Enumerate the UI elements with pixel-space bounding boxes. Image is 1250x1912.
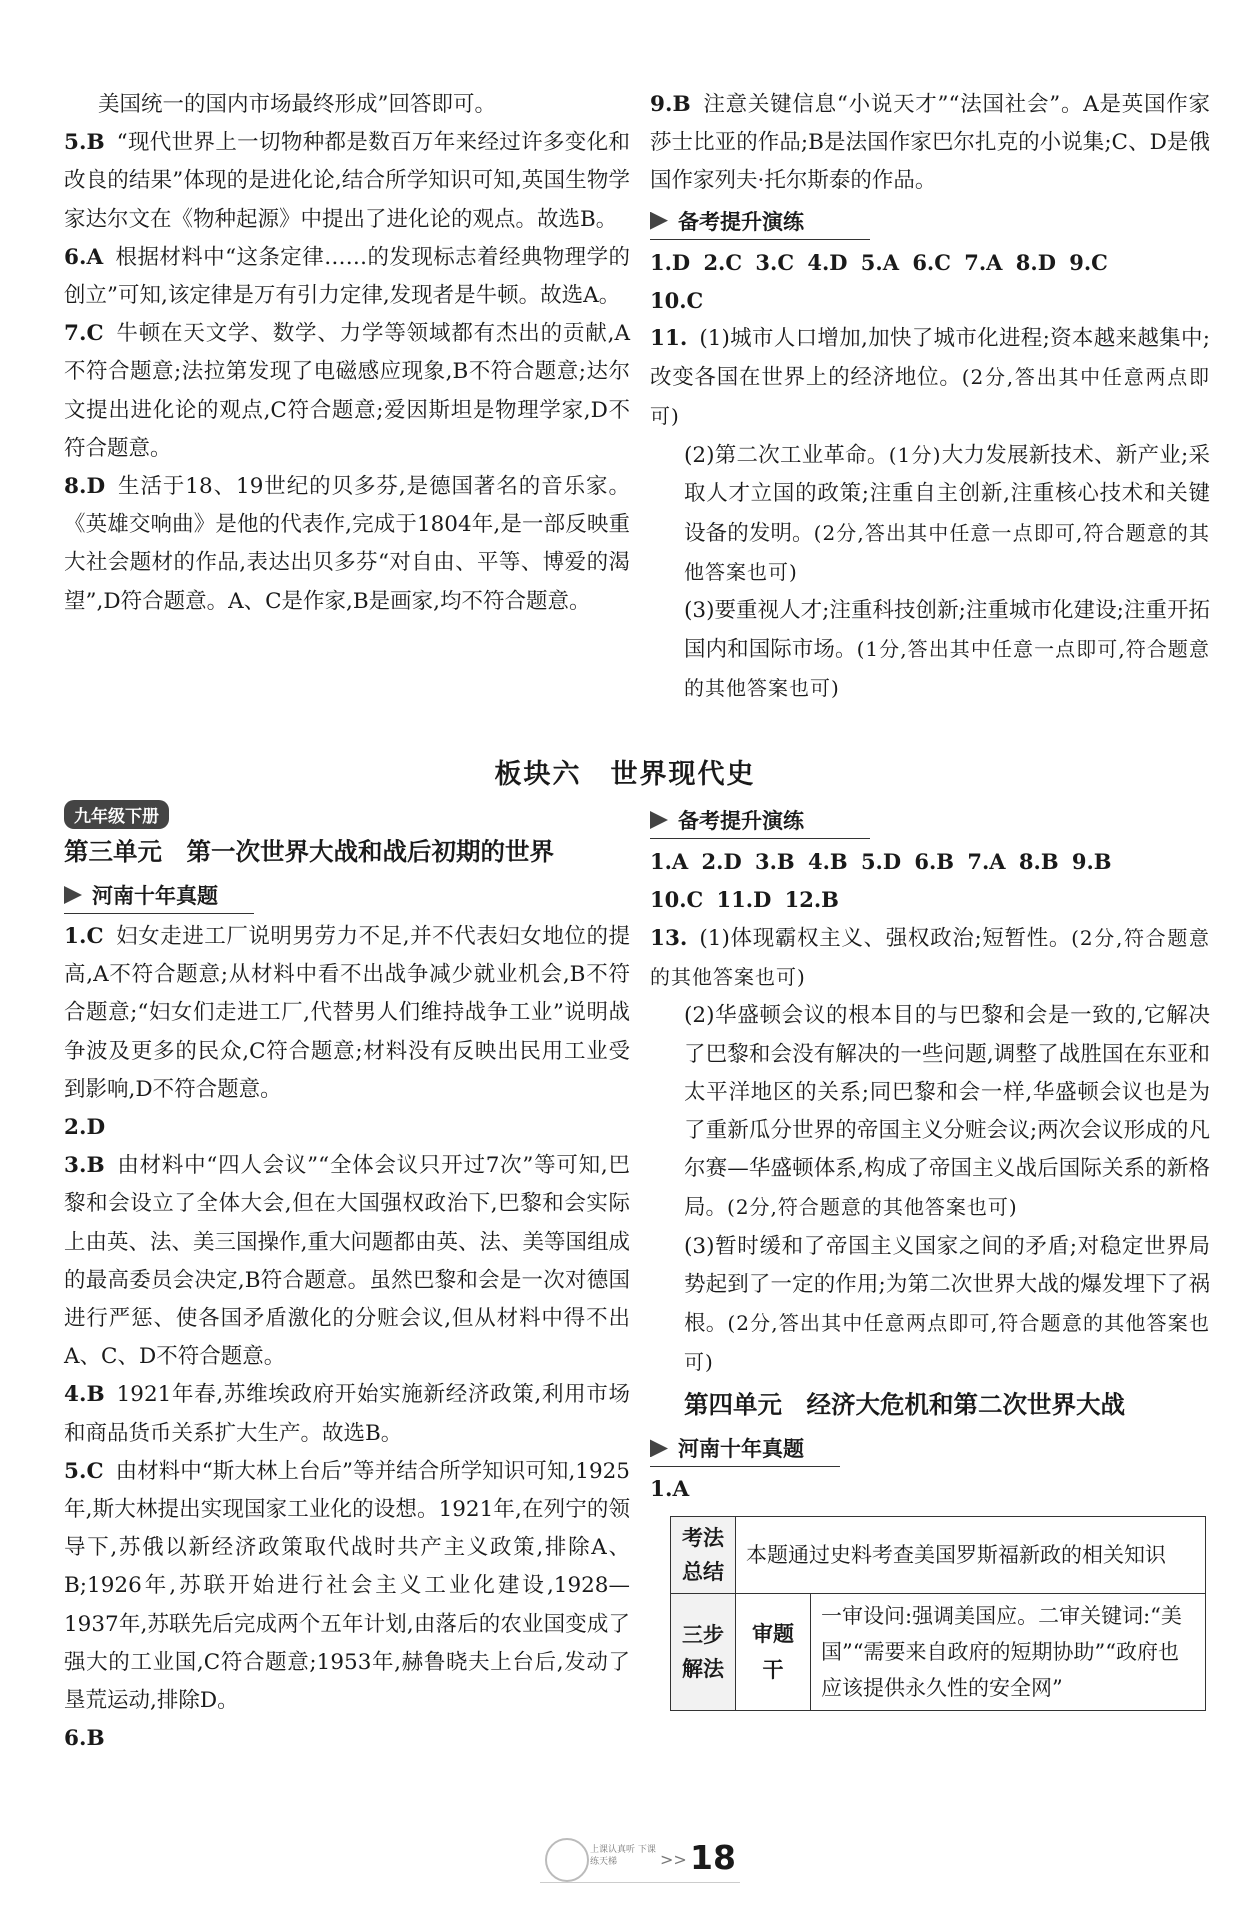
divider [540,1882,740,1883]
table-row [671,1516,1206,1593]
answer-key-line: 10.C 11.D 12.B [650,887,839,912]
score-note: (2分,答出其中任意两点即可) [650,364,1210,429]
section-title: 河南十年真题 [92,884,218,908]
answer-q7 [64,315,630,468]
left-column-bottom [64,800,630,1758]
section-header-practice [650,802,870,839]
section-header-exam [650,1430,840,1467]
answer-q5 [64,1453,630,1720]
unit-title: 第三单元 第一次世界大战和战后初期的世界 [64,837,554,866]
section-header-exam [64,877,254,914]
left-column [64,86,630,621]
table-cell: 本题通过史料考查美国罗斯福新政的相关知识 [736,1516,1206,1593]
play-triangle-icon [650,1439,668,1457]
answer-text: 1921年春,苏维埃政府开始实施新经济政策,利用市场和商品货币关系扩大生产。故选B。 [64,1382,630,1446]
footer-slogan: 上课认真听 下课练天梯 [590,1845,656,1867]
question-number: 5.B [64,130,105,156]
answer-key-line: 1.D 2.C 3.C 4.D 5.A 6.C 7.A 8.D 9.C [650,249,1108,275]
answer-text: (1)城市人口增加,加快了城市化进程;资本越来越集中;改变各国在世界上的经济地位。 [650,325,1210,390]
question-number: 13. [650,926,688,951]
question-number: 6.A [64,244,104,270]
score-note: (2分,答出其中任意两点即可,符合题意的其他答案也可) [684,1311,1210,1375]
answer-q1 [650,1471,1210,1509]
unit-title: 第四单元 经济大危机和第二次世界大战 [684,1390,1125,1420]
answer-q13 [650,919,1210,1382]
question-number: 5.C [64,1458,104,1484]
score-note: (2分,符合题意的其他答案也可) [650,926,1211,990]
score-note: (2分,答出其中任意一点即可,符合题意的其他答案也可) [684,520,1210,584]
answer-q9 [650,86,1210,201]
play-triangle-icon [650,811,668,829]
question-number: 11. [650,325,688,351]
answer-text: (3)要重视人才;注重科技创新;注重城市化建设;注重开拓国内和国际市场。 [684,598,1210,663]
table-cell: 一审设问:强调美国应。二审关键词:“美国”“需要来自政府的短期协助”“政府也应该提供永久性的安全网” [811,1593,1206,1710]
answer-text: 由材料中“斯大林上台后”等并结合所学知识可知,1925年,斯大林提出实现国家工业化的设想。1921年,在列宁的领导下,苏俄以新经济政策取代战时共产主义政策,排除A、B;1926年,苏联开始进行社会主义工业化建设,1928—1937年,苏联先后完成两个五年计划,由落后的农业国变成了强大的工业国,C符合题意;1953年,赫鲁晓夫上台后,发动了垦荒运动,排除D。 [64,1458,630,1714]
answer-text: 牛顿在天文学、数学、力学等领域都有杰出的贡献,A不符合题意;法拉第发现了电磁感应现象,B不符合题意;达尔文提出进化论的观点,C符合题意;爱因斯坦是物理学家,D不符合题意。 [64,321,630,461]
answer-text: 根据材料中“这条定律……的发现标志着经典物理学的创立”可知,该定律是万有引力定律,发现者是牛顿。故选A。 [64,244,630,309]
answer-q11 [650,320,1210,709]
answer-q5 [64,124,630,239]
question-number: 1.C [64,924,104,949]
mascot-logo-icon [545,1838,589,1882]
answer-text: 妇女走进工厂说明男劳力不足,并不代表妇女地位的提高,A不符合题意;从材料中看不出战争减少就业机会,B不符合题意;“妇女们走进工厂,代替男人们维持战争工业”说明战争波及更多的民众,C符合题意;材料没有反映出民用工业受到影响,D不符合题意。 [64,924,630,1102]
play-triangle-icon [64,886,82,904]
question-number: 3.B [64,1153,105,1179]
table-label: 考法总结 [671,1516,736,1593]
score-note: (1分,答出其中任意一点即可,符合题意的其他答案也可) [684,637,1210,701]
answer-q2 [64,1109,630,1147]
table-label: 三步解法 [671,1593,736,1710]
answer-text: (3)暂时缓和了帝国主义国家之间的矛盾;对稳定世界局势起到了一定的作用;为第二次世界大战的爆发埋下了祸根。 [684,1233,1210,1337]
continued-text: 美国统一的国内市场最终形成”回答即可。 [98,92,496,117]
question-number: 7.C [64,321,104,347]
answer-text: (1)体现霸权主义、强权政治;短暂性。 [699,926,1072,951]
question-number: 4.B [64,1382,105,1408]
question-number: 8.D [64,474,106,500]
question-number: 2.D [64,1115,106,1141]
chevron-right-icon: >> [660,1850,687,1869]
answer-text: 大力发展新技术、新产业;采取人才立国的政策;注重自主创新,注重核心技术和关键设备的发明。 [684,443,1210,546]
grade-badge: 九年级下册 [64,800,169,829]
answer-q4 [64,1376,630,1452]
answer-text: (2)第二次工业革命。 [684,443,889,469]
score-note: (1分) [888,443,942,468]
answer-text: 由材料中“四人会议”“全体会议只开过7次”等可知,巴黎和会设立了全体大会,但在大国强权政治下,巴黎和会实际上由英、法、美三国操作,重大问题都由英、法、美等国组成的最高委员会决定,B符合题意。虽然巴黎和会是一次对德国进行严惩、使各国矛盾激化的分赃会议,但从材料中得不出A、C、D不符合题意。 [64,1153,630,1370]
answer-text: “现代世界上一切物种都是数百万年来经过许多变化和改良的结果”体现的是进化论,结合所学知识可知,英国生物学家达尔文在《物种起源》中提出了进化论的观点。故选B。 [64,130,630,232]
section-header-practice [650,203,870,240]
section-title: 河南十年真题 [678,1437,804,1462]
table-sublabel: 审题干 [736,1593,811,1710]
question-number: 1.A [650,1477,690,1503]
page-number: 18 [690,1838,736,1877]
answer-q3 [64,1147,630,1376]
section-title: 备考提升演练 [678,809,804,833]
answer-text: (2)华盛顿会议的根本目的与巴黎和会是一致的,它解决了巴黎和会没有解决的一些问题,调整了战胜国在东亚和太平洋地区的关系;同巴黎和会一样,华盛顿会议也是为了重新瓜分世界的帝国主义分赃会议;两次会议形成的凡尔赛—华盛顿体系,构成了帝国主义战后国际关系的新格局。 [684,1003,1210,1221]
table-row [671,1593,1206,1710]
right-column [650,86,1210,709]
play-triangle-icon [650,212,668,230]
answer-key-line: 10.C [650,287,704,313]
question-number: 6.B [64,1726,105,1752]
answer-text: 注意关键信息“小说天才”“法国社会”。A是英国作家莎士比亚的作品;B是法国作家巴尔扎克的小说集;C、D是俄国作家列夫·托尔斯泰的作品。 [650,92,1210,194]
answer-q1 [64,918,630,1109]
right-column-bottom [650,800,1210,1711]
answer-text: 生活于18、19世纪的贝多芬,是德国著名的音乐家。《英雄交响曲》是他的代表作,完成于1804年,是一部反映重大社会题材的作品,表达出贝多芬“对自由、平等、博爱的渴望”,D符合题意。A、C是作家,B是画家,均不符合题意。 [64,474,630,614]
method-table [670,1516,1206,1711]
answer-key-line: 1.A 2.D 3.B 4.B 5.D 6.B 7.A 8.B 9.B [650,849,1112,874]
block-title: 板块六 世界现代史 [494,759,756,790]
page-footer [0,1838,1250,1898]
section-title: 备考提升演练 [678,209,804,234]
answer-q6 [64,239,630,315]
answer-q6 [64,1720,630,1758]
answer-q8 [64,468,630,621]
score-note: (2分,符合题意的其他答案也可) [727,1195,1018,1220]
question-number: 9.B [650,92,691,117]
